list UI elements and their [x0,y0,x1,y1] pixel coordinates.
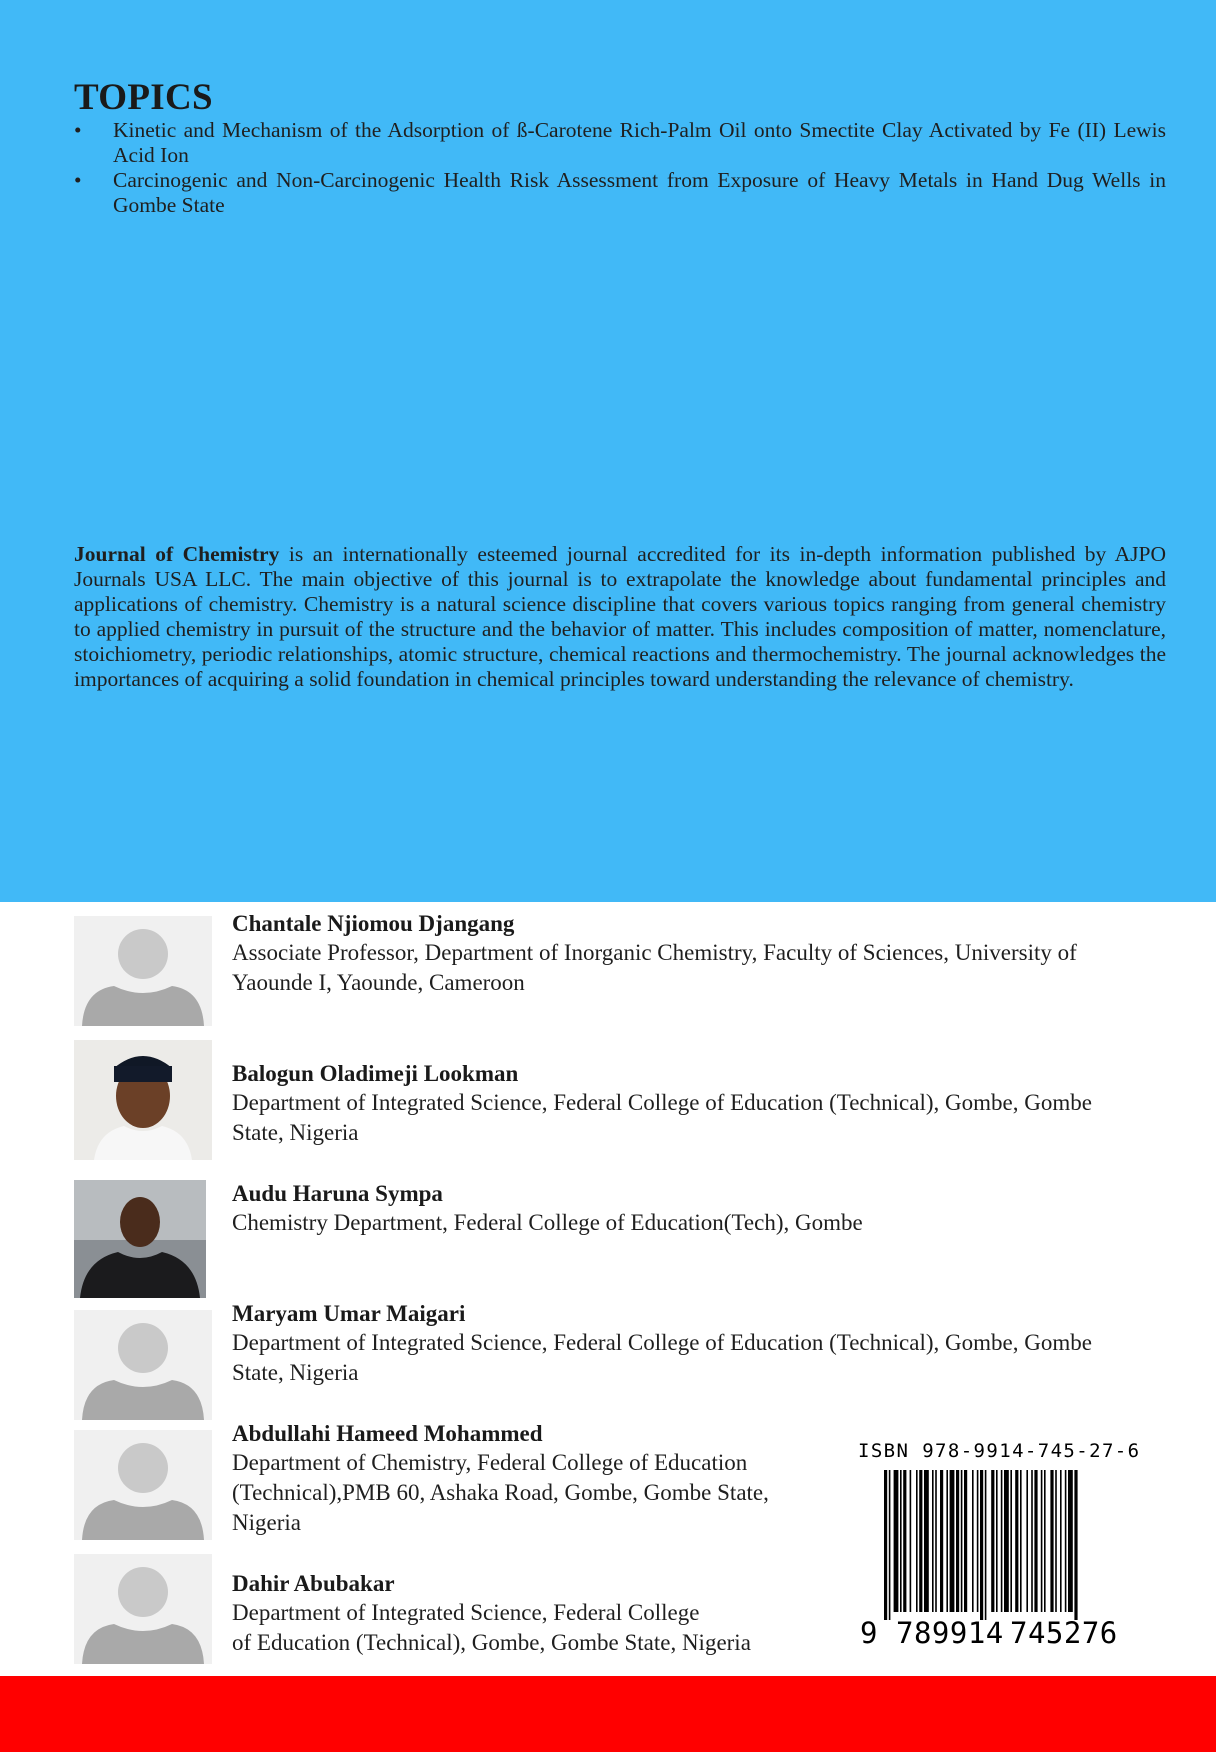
barcode-bar [932,1470,934,1612]
topics-heading: TOPICS [74,77,213,118]
author-affiliation-line: State, Nigeria [232,1120,359,1145]
author-affiliation-line: Yaounde I, Yaounde, Cameroon [232,970,525,995]
author-name: Dahir Abubakar [232,1571,395,1596]
bullet-icon: • [74,168,82,192]
barcode-bar [1031,1470,1033,1612]
barcode-bar [950,1470,955,1612]
author-affiliation-line: Nigeria [232,1510,301,1535]
barcode-bar [1050,1470,1053,1612]
author-name: Maryam Umar Maigari [232,1301,466,1326]
barcode-bar [1020,1470,1022,1612]
author-text [232,1300,1092,1388]
topic-item [74,168,1166,218]
barcode-bar [991,1470,994,1612]
author-affiliation-line: Department of Chemistry, Federal College of Education [232,1450,748,1475]
author-affiliation-line: Associate Professor, Department of Inorganic Chemistry, Faculty of Sciences, University of [232,940,1077,965]
barcode-bar [977,1470,979,1612]
barcode-digit-group: 9 [860,1616,878,1650]
isbn-label: ISBN 978-9914-745-27-6 [858,1440,1141,1462]
red-footer-strip [0,1676,1216,1752]
barcode-bar [910,1470,912,1612]
author-text [232,1180,863,1238]
isbn-barcode [858,1440,1158,1666]
barcode-bar [1041,1470,1043,1612]
author-affiliation-line: Department of Integrated Science, Federal College [232,1600,700,1625]
barcode-bar [884,1470,887,1620]
barcode-bar [924,1470,929,1612]
barcode-bar [980,1470,983,1620]
barcode-bar [889,1470,891,1620]
barcode-bar [919,1470,922,1612]
barcode-bar [1034,1470,1037,1612]
barcode-bar [1010,1470,1012,1612]
placeholder-avatar-icon [74,1430,212,1540]
barcode-bar [946,1470,948,1612]
barcode-bar [1015,1470,1018,1612]
barcode-bar [1055,1470,1057,1612]
barcode-bar [894,1470,899,1612]
barcode-bar [1065,1470,1067,1612]
barcode-bar [956,1470,959,1612]
topic-text: Kinetic and Mechanism of the Adsorption of ß-Carotene Rich-Palm Oil onto Smectite Clay Activated by Fe (II) Lewis Acid Ion [113,118,1166,167]
author-name: Abdullahi Hameed Mohammed [232,1421,543,1446]
placeholder-avatar-icon [74,1554,212,1664]
author-photo [74,1040,212,1160]
author-text [232,1060,1092,1148]
author-name: Balogun Oladimeji Lookman [232,1061,519,1086]
author-affiliation-line: of Education (Technical), Gombe, Gombe State, Nigeria [232,1630,751,1655]
journal-description [74,542,1166,692]
barcode-bar [940,1470,943,1612]
author-text [232,1570,751,1658]
topics-list [74,118,1166,218]
topic-text: Carcinogenic and Non-Carcinogenic Health Risk Assessment from Exposure of Heavy Metals in Hand Dug Wells in Gombe State [113,168,1166,217]
author-affiliation-line: Department of Integrated Science, Federal College of Education (Technical), Gombe, Gombe [232,1090,1092,1115]
barcode-bar [985,1470,987,1620]
barcode-bar [900,1470,902,1612]
barcode-bar [903,1470,906,1612]
barcode-digit-group: 789914 [896,1616,1004,1650]
barcode-bar [1074,1470,1077,1620]
bullet-icon: • [74,118,82,142]
barcode-bar [1060,1470,1062,1612]
barcode-bar [972,1470,974,1612]
topic-item [74,118,1166,168]
barcode-bar [996,1470,998,1612]
barcode-bar [1068,1470,1073,1612]
author-affiliation-line: Chemistry Department, Federal College of Education(Tech), Gombe [232,1210,863,1235]
author-text [232,1420,769,1538]
author-affiliation-line: (Technical),PMB 60, Ashaka Road, Gombe, Gombe State, [232,1480,769,1505]
author-affiliation-line: Department of Integrated Science, Federal College of Education (Technical), Gombe, Gombe [232,1330,1092,1355]
barcode-bar [964,1470,967,1612]
placeholder-avatar-icon [74,916,212,1026]
barcode-bar [1026,1470,1028,1612]
author-affiliation-line: State, Nigeria [232,1360,359,1385]
barcode-bar [935,1470,937,1612]
author-name: Chantale Njiomou Djangang [232,911,515,936]
barcode-bar [961,1470,963,1612]
barcode-bar [1044,1470,1046,1612]
author-photo [74,1180,206,1298]
barcode-bars [884,1470,1138,1620]
author-name: Audu Haruna Sympa [232,1181,443,1206]
placeholder-avatar-icon [74,1310,212,1420]
journal-name: Journal of Chemistry [74,542,280,566]
author-text [232,910,1077,998]
barcode-bar [1004,1470,1009,1612]
barcode-bar [1001,1470,1003,1612]
barcode-bar [916,1470,918,1612]
barcode-digit-group: 745276 [1010,1616,1118,1650]
journal-description-text: is an internationally esteemed journal accredited for its in-depth information published by AJPO Journals USA LLC. The main objective of this journal is to extrapolate the knowledge about fundamental principles and applications of chemistry. Chemistry is a natural science discipline that covers various topics ranging from general chemistry to applied chemistry in pursuit of the structure and the behavior of matter. This includes composition of matter, nomenclature, stoichiometry, periodic relationships, atomic structure, chemical reactions and thermochemistry. The journal acknowledges the importances of acquiring a solid foundation in chemical principles toward understanding the relevance of chemistry. [74,542,1166,691]
